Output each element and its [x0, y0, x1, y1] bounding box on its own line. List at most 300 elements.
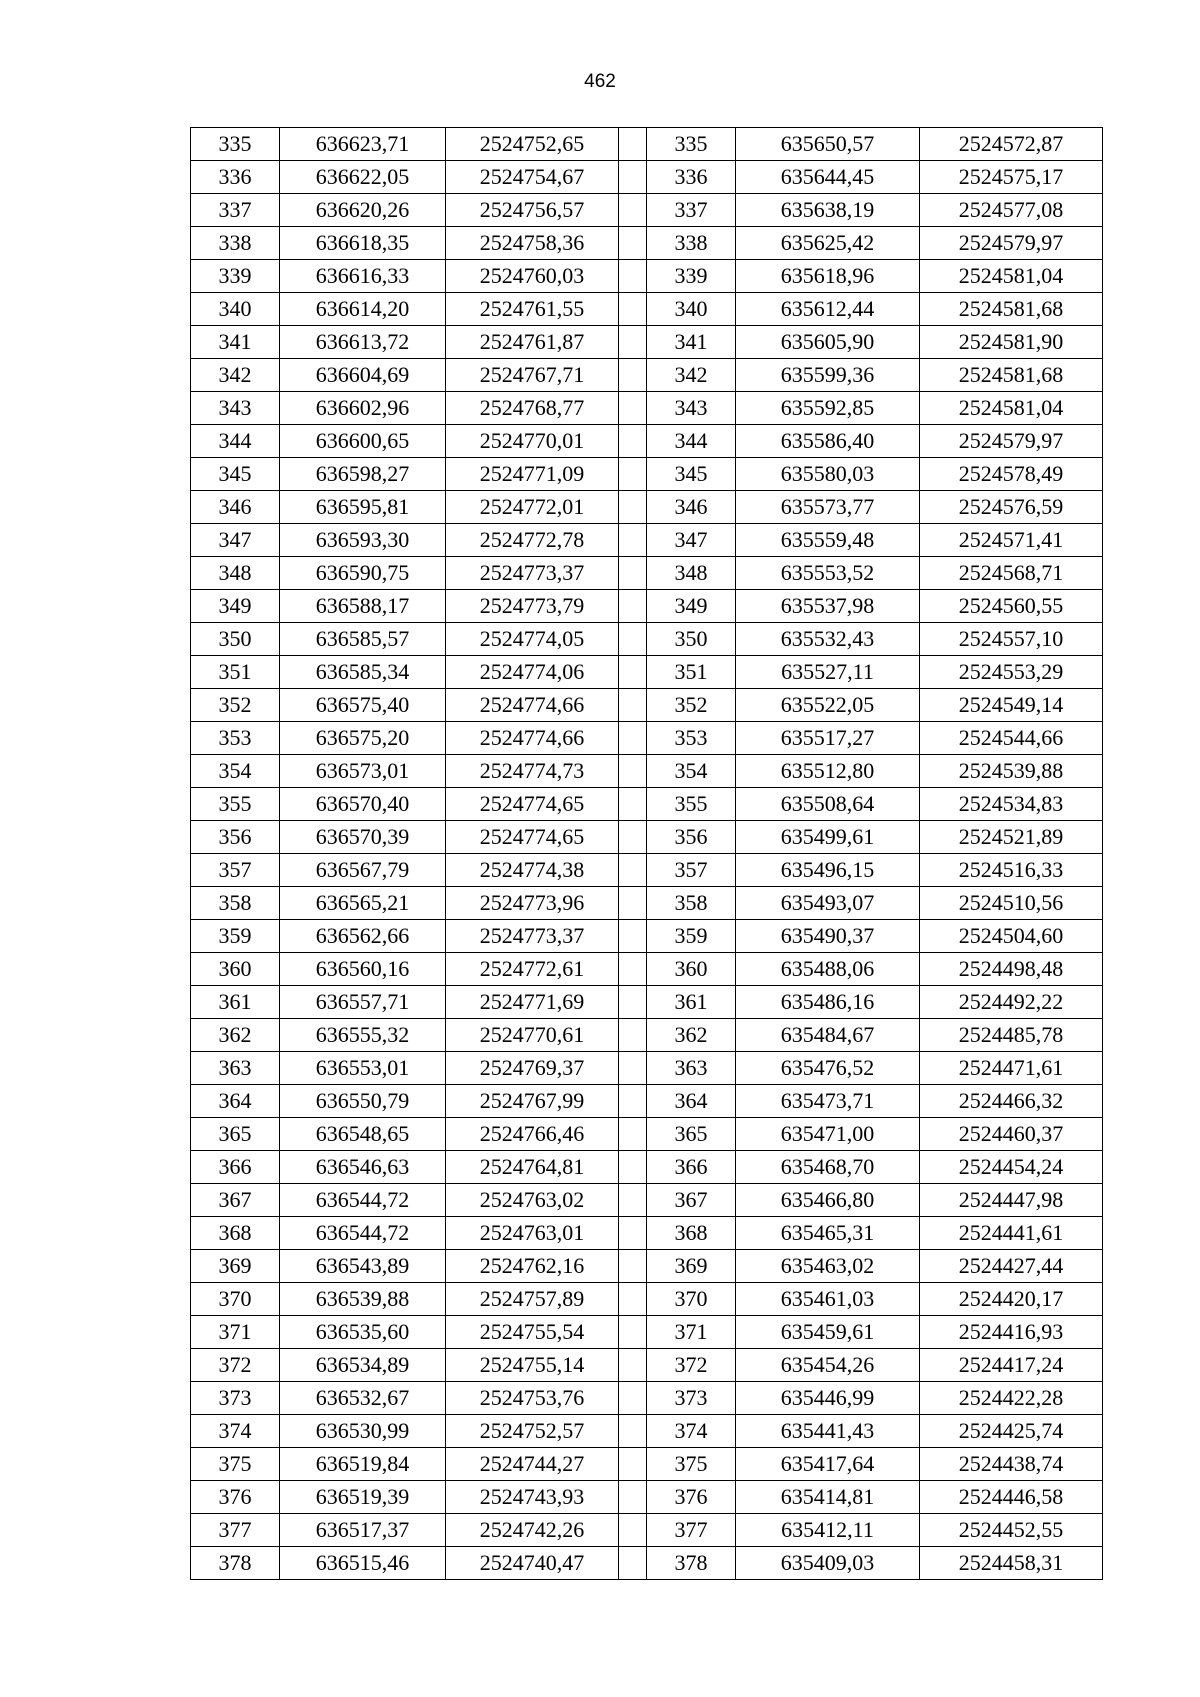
left-point-number-cell: 341 [191, 326, 280, 359]
table-row [191, 1382, 1103, 1415]
right-y-coordinate-cell: 2524427,44 [920, 1250, 1103, 1283]
left-x-coordinate-cell: 636515,46 [280, 1547, 446, 1580]
right-x-coordinate-cell: 635586,40 [736, 425, 920, 458]
right-x-coordinate-cell: 635414,81 [736, 1481, 920, 1514]
right-point-number-cell: 350 [647, 623, 736, 656]
left-y-coordinate-cell: 2524772,61 [446, 953, 619, 986]
left-y-coordinate-cell: 2524774,73 [446, 755, 619, 788]
left-y-coordinate-cell: 2524761,87 [446, 326, 619, 359]
right-x-coordinate-cell: 635465,31 [736, 1217, 920, 1250]
left-x-coordinate-cell: 636590,75 [280, 557, 446, 590]
right-y-coordinate-cell: 2524581,68 [920, 359, 1103, 392]
right-y-coordinate-cell: 2524521,89 [920, 821, 1103, 854]
separator-cell [619, 1052, 647, 1085]
left-point-number-cell: 359 [191, 920, 280, 953]
separator-cell [619, 194, 647, 227]
left-x-coordinate-cell: 636570,39 [280, 821, 446, 854]
separator-cell [619, 524, 647, 557]
left-point-number-cell: 368 [191, 1217, 280, 1250]
left-y-coordinate-cell: 2524773,37 [446, 920, 619, 953]
left-point-number-cell: 357 [191, 854, 280, 887]
table-row [191, 1052, 1103, 1085]
right-y-coordinate-cell: 2524416,93 [920, 1316, 1103, 1349]
left-point-number-cell: 340 [191, 293, 280, 326]
right-point-number-cell: 359 [647, 920, 736, 953]
right-point-number-cell: 362 [647, 1019, 736, 1052]
table-row [191, 623, 1103, 656]
right-point-number-cell: 348 [647, 557, 736, 590]
coordinates-table [190, 127, 1103, 1580]
separator-cell [619, 986, 647, 1019]
separator-cell [619, 392, 647, 425]
separator-cell [619, 953, 647, 986]
table-row [191, 1316, 1103, 1349]
left-x-coordinate-cell: 636570,40 [280, 788, 446, 821]
right-x-coordinate-cell: 635580,03 [736, 458, 920, 491]
left-x-coordinate-cell: 636620,26 [280, 194, 446, 227]
table-row [191, 755, 1103, 788]
right-point-number-cell: 375 [647, 1448, 736, 1481]
table-row [191, 1481, 1103, 1514]
separator-cell [619, 260, 647, 293]
left-x-coordinate-cell: 636555,32 [280, 1019, 446, 1052]
left-x-coordinate-cell: 636585,34 [280, 656, 446, 689]
left-y-coordinate-cell: 2524774,05 [446, 623, 619, 656]
table-row [191, 722, 1103, 755]
left-point-number-cell: 336 [191, 161, 280, 194]
left-x-coordinate-cell: 636598,27 [280, 458, 446, 491]
left-x-coordinate-cell: 636602,96 [280, 392, 446, 425]
left-point-number-cell: 354 [191, 755, 280, 788]
table-row [191, 359, 1103, 392]
left-y-coordinate-cell: 2524763,01 [446, 1217, 619, 1250]
right-point-number-cell: 378 [647, 1547, 736, 1580]
right-point-number-cell: 342 [647, 359, 736, 392]
right-x-coordinate-cell: 635490,37 [736, 920, 920, 953]
table-row [191, 227, 1103, 260]
table-row [191, 986, 1103, 1019]
left-point-number-cell: 370 [191, 1283, 280, 1316]
left-y-coordinate-cell: 2524754,67 [446, 161, 619, 194]
separator-cell [619, 557, 647, 590]
right-x-coordinate-cell: 635471,00 [736, 1118, 920, 1151]
separator-cell [619, 1481, 647, 1514]
right-x-coordinate-cell: 635508,64 [736, 788, 920, 821]
right-x-coordinate-cell: 635625,42 [736, 227, 920, 260]
left-y-coordinate-cell: 2524772,01 [446, 491, 619, 524]
left-y-coordinate-cell: 2524770,01 [446, 425, 619, 458]
separator-cell [619, 1217, 647, 1250]
right-y-coordinate-cell: 2524471,61 [920, 1052, 1103, 1085]
left-x-coordinate-cell: 636613,72 [280, 326, 446, 359]
right-y-coordinate-cell: 2524485,78 [920, 1019, 1103, 1052]
left-point-number-cell: 348 [191, 557, 280, 590]
right-x-coordinate-cell: 635484,67 [736, 1019, 920, 1052]
table-row [191, 887, 1103, 920]
left-point-number-cell: 361 [191, 986, 280, 1019]
right-y-coordinate-cell: 2524458,31 [920, 1547, 1103, 1580]
right-y-coordinate-cell: 2524539,88 [920, 755, 1103, 788]
left-y-coordinate-cell: 2524774,66 [446, 722, 619, 755]
right-x-coordinate-cell: 635618,96 [736, 260, 920, 293]
right-y-coordinate-cell: 2524492,22 [920, 986, 1103, 1019]
left-point-number-cell: 339 [191, 260, 280, 293]
right-x-coordinate-cell: 635532,43 [736, 623, 920, 656]
separator-cell [619, 788, 647, 821]
table-row [191, 1415, 1103, 1448]
table-row [191, 458, 1103, 491]
left-y-coordinate-cell: 2524774,65 [446, 821, 619, 854]
right-y-coordinate-cell: 2524498,48 [920, 953, 1103, 986]
right-x-coordinate-cell: 635517,27 [736, 722, 920, 755]
left-y-coordinate-cell: 2524753,76 [446, 1382, 619, 1415]
right-y-coordinate-cell: 2524553,29 [920, 656, 1103, 689]
table-row [191, 854, 1103, 887]
left-y-coordinate-cell: 2524758,36 [446, 227, 619, 260]
table-row [191, 1448, 1103, 1481]
right-x-coordinate-cell: 635476,52 [736, 1052, 920, 1085]
right-y-coordinate-cell: 2524571,41 [920, 524, 1103, 557]
left-x-coordinate-cell: 636575,40 [280, 689, 446, 722]
right-x-coordinate-cell: 635537,98 [736, 590, 920, 623]
left-x-coordinate-cell: 636557,71 [280, 986, 446, 1019]
left-y-coordinate-cell: 2524752,57 [446, 1415, 619, 1448]
right-x-coordinate-cell: 635496,15 [736, 854, 920, 887]
right-point-number-cell: 367 [647, 1184, 736, 1217]
table-row [191, 1514, 1103, 1547]
right-y-coordinate-cell: 2524579,97 [920, 425, 1103, 458]
left-x-coordinate-cell: 636600,65 [280, 425, 446, 458]
left-y-coordinate-cell: 2524743,93 [446, 1481, 619, 1514]
right-x-coordinate-cell: 635461,03 [736, 1283, 920, 1316]
left-point-number-cell: 371 [191, 1316, 280, 1349]
right-point-number-cell: 366 [647, 1151, 736, 1184]
right-x-coordinate-cell: 635459,61 [736, 1316, 920, 1349]
right-y-coordinate-cell: 2524560,55 [920, 590, 1103, 623]
right-point-number-cell: 337 [647, 194, 736, 227]
right-point-number-cell: 368 [647, 1217, 736, 1250]
left-point-number-cell: 344 [191, 425, 280, 458]
right-point-number-cell: 360 [647, 953, 736, 986]
left-x-coordinate-cell: 636604,69 [280, 359, 446, 392]
right-point-number-cell: 338 [647, 227, 736, 260]
left-x-coordinate-cell: 636519,39 [280, 1481, 446, 1514]
right-x-coordinate-cell: 635559,48 [736, 524, 920, 557]
right-point-number-cell: 349 [647, 590, 736, 623]
table-row [191, 590, 1103, 623]
table-row [191, 194, 1103, 227]
right-point-number-cell: 374 [647, 1415, 736, 1448]
separator-cell [619, 161, 647, 194]
right-point-number-cell: 373 [647, 1382, 736, 1415]
separator-cell [619, 1118, 647, 1151]
separator-cell [619, 1316, 647, 1349]
left-y-coordinate-cell: 2524764,81 [446, 1151, 619, 1184]
right-point-number-cell: 369 [647, 1250, 736, 1283]
right-x-coordinate-cell: 635573,77 [736, 491, 920, 524]
left-point-number-cell: 349 [191, 590, 280, 623]
right-point-number-cell: 355 [647, 788, 736, 821]
left-x-coordinate-cell: 636530,99 [280, 1415, 446, 1448]
separator-cell [619, 1283, 647, 1316]
right-y-coordinate-cell: 2524454,24 [920, 1151, 1103, 1184]
left-x-coordinate-cell: 636575,20 [280, 722, 446, 755]
separator-cell [619, 887, 647, 920]
left-y-coordinate-cell: 2524740,47 [446, 1547, 619, 1580]
separator-cell [619, 920, 647, 953]
left-point-number-cell: 362 [191, 1019, 280, 1052]
left-x-coordinate-cell: 636544,72 [280, 1184, 446, 1217]
left-y-coordinate-cell: 2524774,06 [446, 656, 619, 689]
left-x-coordinate-cell: 636546,63 [280, 1151, 446, 1184]
right-point-number-cell: 356 [647, 821, 736, 854]
left-x-coordinate-cell: 636517,37 [280, 1514, 446, 1547]
left-x-coordinate-cell: 636535,60 [280, 1316, 446, 1349]
right-y-coordinate-cell: 2524581,90 [920, 326, 1103, 359]
right-y-coordinate-cell: 2524460,37 [920, 1118, 1103, 1151]
table-row [191, 1547, 1103, 1580]
left-point-number-cell: 376 [191, 1481, 280, 1514]
left-y-coordinate-cell: 2524774,38 [446, 854, 619, 887]
left-point-number-cell: 373 [191, 1382, 280, 1415]
right-y-coordinate-cell: 2524577,08 [920, 194, 1103, 227]
separator-cell [619, 1448, 647, 1481]
left-y-coordinate-cell: 2524773,79 [446, 590, 619, 623]
left-point-number-cell: 343 [191, 392, 280, 425]
table-row [191, 1349, 1103, 1382]
left-x-coordinate-cell: 636534,89 [280, 1349, 446, 1382]
left-point-number-cell: 353 [191, 722, 280, 755]
left-point-number-cell: 350 [191, 623, 280, 656]
left-y-coordinate-cell: 2524772,78 [446, 524, 619, 557]
right-y-coordinate-cell: 2524510,56 [920, 887, 1103, 920]
left-point-number-cell: 352 [191, 689, 280, 722]
left-y-coordinate-cell: 2524770,61 [446, 1019, 619, 1052]
right-point-number-cell: 358 [647, 887, 736, 920]
right-x-coordinate-cell: 635522,05 [736, 689, 920, 722]
left-y-coordinate-cell: 2524742,26 [446, 1514, 619, 1547]
right-y-coordinate-cell: 2524504,60 [920, 920, 1103, 953]
right-y-coordinate-cell: 2524422,28 [920, 1382, 1103, 1415]
right-y-coordinate-cell: 2524581,68 [920, 293, 1103, 326]
left-y-coordinate-cell: 2524756,57 [446, 194, 619, 227]
right-x-coordinate-cell: 635644,45 [736, 161, 920, 194]
right-x-coordinate-cell: 635454,26 [736, 1349, 920, 1382]
right-point-number-cell: 346 [647, 491, 736, 524]
separator-cell [619, 1019, 647, 1052]
right-point-number-cell: 340 [647, 293, 736, 326]
right-x-coordinate-cell: 635468,70 [736, 1151, 920, 1184]
left-y-coordinate-cell: 2524761,55 [446, 293, 619, 326]
left-y-coordinate-cell: 2524774,66 [446, 689, 619, 722]
right-x-coordinate-cell: 635605,90 [736, 326, 920, 359]
left-point-number-cell: 377 [191, 1514, 280, 1547]
right-point-number-cell: 339 [647, 260, 736, 293]
right-x-coordinate-cell: 635466,80 [736, 1184, 920, 1217]
left-point-number-cell: 342 [191, 359, 280, 392]
separator-cell [619, 722, 647, 755]
right-x-coordinate-cell: 635592,85 [736, 392, 920, 425]
page-number: 462 [584, 71, 616, 92]
left-x-coordinate-cell: 636614,20 [280, 293, 446, 326]
table-row [191, 788, 1103, 821]
left-y-coordinate-cell: 2524766,46 [446, 1118, 619, 1151]
left-y-coordinate-cell: 2524767,99 [446, 1085, 619, 1118]
left-point-number-cell: 372 [191, 1349, 280, 1382]
table-row [191, 260, 1103, 293]
left-x-coordinate-cell: 636567,79 [280, 854, 446, 887]
separator-cell [619, 1349, 647, 1382]
right-y-coordinate-cell: 2524452,55 [920, 1514, 1103, 1547]
left-point-number-cell: 363 [191, 1052, 280, 1085]
left-x-coordinate-cell: 636532,67 [280, 1382, 446, 1415]
right-y-coordinate-cell: 2524578,49 [920, 458, 1103, 491]
left-x-coordinate-cell: 636550,79 [280, 1085, 446, 1118]
right-x-coordinate-cell: 635417,64 [736, 1448, 920, 1481]
right-point-number-cell: 347 [647, 524, 736, 557]
left-x-coordinate-cell: 636595,81 [280, 491, 446, 524]
right-y-coordinate-cell: 2524572,87 [920, 128, 1103, 161]
left-point-number-cell: 374 [191, 1415, 280, 1448]
right-y-coordinate-cell: 2524544,66 [920, 722, 1103, 755]
left-x-coordinate-cell: 636593,30 [280, 524, 446, 557]
right-point-number-cell: 352 [647, 689, 736, 722]
left-x-coordinate-cell: 636616,33 [280, 260, 446, 293]
left-point-number-cell: 369 [191, 1250, 280, 1283]
table-row [191, 161, 1103, 194]
right-point-number-cell: 336 [647, 161, 736, 194]
right-point-number-cell: 376 [647, 1481, 736, 1514]
right-x-coordinate-cell: 635527,11 [736, 656, 920, 689]
left-y-coordinate-cell: 2524762,16 [446, 1250, 619, 1283]
right-point-number-cell: 353 [647, 722, 736, 755]
left-x-coordinate-cell: 636623,71 [280, 128, 446, 161]
left-y-coordinate-cell: 2524767,71 [446, 359, 619, 392]
left-x-coordinate-cell: 636560,16 [280, 953, 446, 986]
right-point-number-cell: 377 [647, 1514, 736, 1547]
left-x-coordinate-cell: 636539,88 [280, 1283, 446, 1316]
right-y-coordinate-cell: 2524447,98 [920, 1184, 1103, 1217]
left-point-number-cell: 335 [191, 128, 280, 161]
left-point-number-cell: 337 [191, 194, 280, 227]
table-row [191, 656, 1103, 689]
left-y-coordinate-cell: 2524771,69 [446, 986, 619, 1019]
left-x-coordinate-cell: 636622,05 [280, 161, 446, 194]
table-row [191, 1118, 1103, 1151]
table-row [191, 293, 1103, 326]
left-y-coordinate-cell: 2524744,27 [446, 1448, 619, 1481]
left-y-coordinate-cell: 2524768,77 [446, 392, 619, 425]
right-y-coordinate-cell: 2524575,17 [920, 161, 1103, 194]
left-point-number-cell: 347 [191, 524, 280, 557]
left-y-coordinate-cell: 2524763,02 [446, 1184, 619, 1217]
separator-cell [619, 128, 647, 161]
separator-cell [619, 623, 647, 656]
separator-cell [619, 755, 647, 788]
left-y-coordinate-cell: 2524752,65 [446, 128, 619, 161]
table-row [191, 953, 1103, 986]
right-point-number-cell: 370 [647, 1283, 736, 1316]
right-point-number-cell: 361 [647, 986, 736, 1019]
left-point-number-cell: 356 [191, 821, 280, 854]
right-point-number-cell: 365 [647, 1118, 736, 1151]
separator-cell [619, 326, 647, 359]
left-x-coordinate-cell: 636573,01 [280, 755, 446, 788]
right-x-coordinate-cell: 635473,71 [736, 1085, 920, 1118]
separator-cell [619, 689, 647, 722]
table-row [191, 1085, 1103, 1118]
right-y-coordinate-cell: 2524441,61 [920, 1217, 1103, 1250]
left-point-number-cell: 378 [191, 1547, 280, 1580]
table-row [191, 425, 1103, 458]
right-y-coordinate-cell: 2524438,74 [920, 1448, 1103, 1481]
right-x-coordinate-cell: 635638,19 [736, 194, 920, 227]
left-point-number-cell: 346 [191, 491, 280, 524]
right-y-coordinate-cell: 2524568,71 [920, 557, 1103, 590]
separator-cell [619, 293, 647, 326]
right-x-coordinate-cell: 635412,11 [736, 1514, 920, 1547]
right-x-coordinate-cell: 635493,07 [736, 887, 920, 920]
right-y-coordinate-cell: 2524581,04 [920, 392, 1103, 425]
left-y-coordinate-cell: 2524755,54 [446, 1316, 619, 1349]
left-y-coordinate-cell: 2524760,03 [446, 260, 619, 293]
separator-cell [619, 821, 647, 854]
left-x-coordinate-cell: 636562,66 [280, 920, 446, 953]
separator-cell [619, 491, 647, 524]
right-y-coordinate-cell: 2524581,04 [920, 260, 1103, 293]
right-x-coordinate-cell: 635553,52 [736, 557, 920, 590]
left-y-coordinate-cell: 2524771,09 [446, 458, 619, 491]
right-x-coordinate-cell: 635463,02 [736, 1250, 920, 1283]
table-row [191, 1019, 1103, 1052]
table-row [191, 689, 1103, 722]
separator-cell [619, 656, 647, 689]
separator-cell [619, 854, 647, 887]
table-row [191, 524, 1103, 557]
right-y-coordinate-cell: 2524466,32 [920, 1085, 1103, 1118]
table-row [191, 128, 1103, 161]
left-point-number-cell: 375 [191, 1448, 280, 1481]
right-point-number-cell: 335 [647, 128, 736, 161]
left-point-number-cell: 351 [191, 656, 280, 689]
separator-cell [619, 227, 647, 260]
left-x-coordinate-cell: 636543,89 [280, 1250, 446, 1283]
right-x-coordinate-cell: 635441,43 [736, 1415, 920, 1448]
left-x-coordinate-cell: 636565,21 [280, 887, 446, 920]
table-row [191, 821, 1103, 854]
table-row [191, 1250, 1103, 1283]
left-x-coordinate-cell: 636519,84 [280, 1448, 446, 1481]
right-y-coordinate-cell: 2524549,14 [920, 689, 1103, 722]
separator-cell [619, 1415, 647, 1448]
left-y-coordinate-cell: 2524773,96 [446, 887, 619, 920]
separator-cell [619, 1514, 647, 1547]
right-y-coordinate-cell: 2524576,59 [920, 491, 1103, 524]
table-row [191, 920, 1103, 953]
right-x-coordinate-cell: 635499,61 [736, 821, 920, 854]
right-y-coordinate-cell: 2524579,97 [920, 227, 1103, 260]
coordinates-table-body [191, 128, 1103, 1580]
right-point-number-cell: 371 [647, 1316, 736, 1349]
table-row [191, 1217, 1103, 1250]
right-point-number-cell: 354 [647, 755, 736, 788]
right-point-number-cell: 343 [647, 392, 736, 425]
right-point-number-cell: 351 [647, 656, 736, 689]
left-point-number-cell: 367 [191, 1184, 280, 1217]
table-row [191, 326, 1103, 359]
separator-cell [619, 359, 647, 392]
right-y-coordinate-cell: 2524534,83 [920, 788, 1103, 821]
